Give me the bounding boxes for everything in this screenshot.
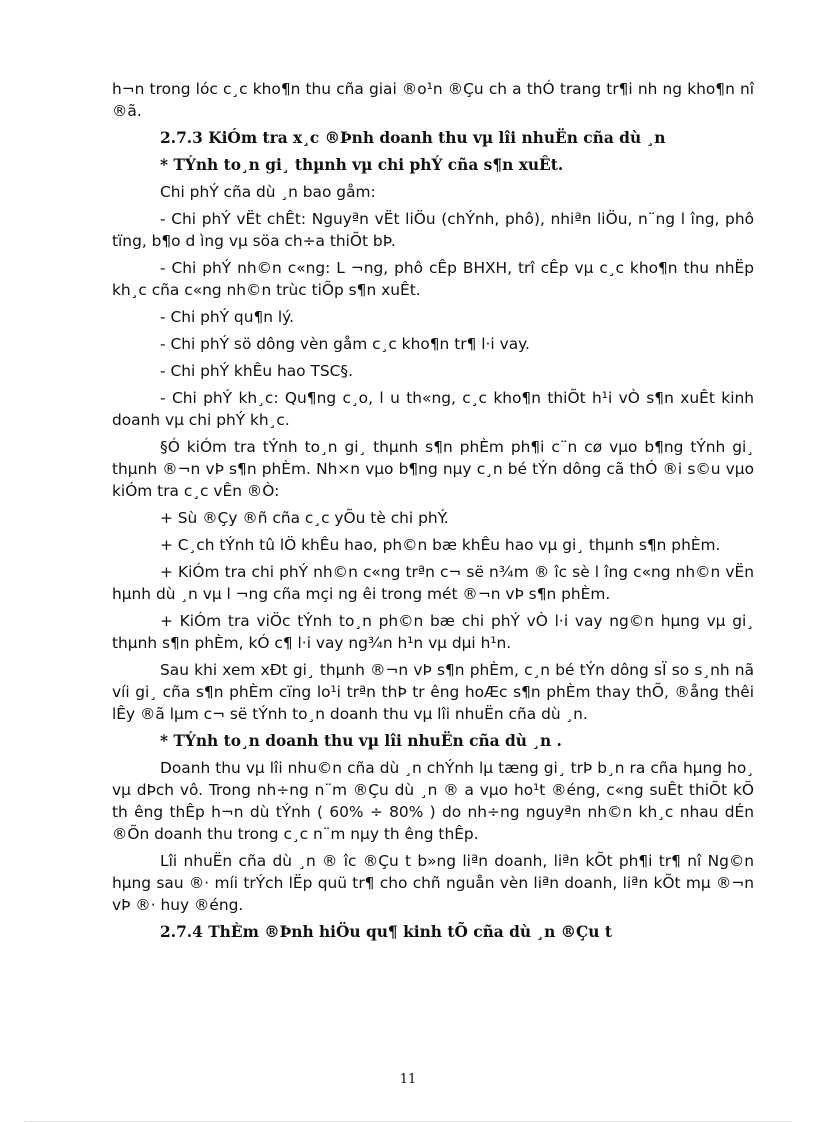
subheading-cost-calculation: * TÝnh to¸n gi¸ thµnh vµ chi phÝ cña s¶n xuÊt. [160,156,564,174]
section-heading-2-7-4: 2.7.4 ThÈm ®Þnh hiÖu qu¶ kinh tÕ cña dù ¸n ®Çu t [160,923,612,941]
subheading-revenue-profit: * TÝnh to¸n doanh thu vµ lîi nhuËn cña dù ¸n . [160,732,562,750]
list-item: + KiÓm tra chi phÝ nh©n c«ng trªn c¬ së n¾m ® îc sè l îng c«ng nh©n vËn hµnh dù ¸n vµ l ¬ng cña mçi ng êi trong mét ®¬n vÞ s¶n phÈm. [112,563,754,603]
paragraph: Lîi nhuËn cña dù ¸n ® îc ®Çu t b»ng liªn doanh, liªn kÕt ph¶i tr¶ nî Ng©n hµng sau ®· míi trÝch lËp quü tr¶ cho chñ nguån vèn liªn doanh, liªn kÕt mµ ®¬n vÞ ®· huy ®éng. [112,852,754,914]
list-item: - Chi phÝ qu¶n lý. [160,308,294,326]
list-item: - Chi phÝ vËt chÊt: Nguyªn vËt liÖu (chÝnh, phô), nhiªn liÖu, n¨ng l îng, phô tïng, b¶o d ìng vµ söa ch÷a thiÕt bÞ. [112,210,754,250]
page-number: 11 [399,1072,417,1087]
page-bottom-divider [24,1121,792,1122]
list-item: + C¸ch tÝnh tû lÖ khÊu hao, ph©n bæ khÊu hao vµ gi¸ thµnh s¶n phÈm. [160,536,721,554]
paragraph: Sau khi xem xÐt gi¸ thµnh ®¬n vÞ s¶n phÈm, c¸n bé tÝn dông sÏ so s¸nh nã víi gi¸ cña s¶n phÈm cïng lo¹i trªn thÞ tr êng hoÆc s¶n phÈm thay thÕ, ®ång thêi lÊy ®ã lµm c¬ së tÝnh to¸n doanh thu vµ lîi nhuËn cña dù ¸n. [112,661,754,723]
page-body [112,78,754,948]
list-item: - Chi phÝ khÊu hao TSC§. [160,362,353,380]
paragraph: Doanh thu vµ lîi nhu©n cña dù ¸n chÝnh lµ tæng gi¸ trÞ b¸n ra cña hµng ho¸ vµ dÞch vô. Trong nh÷ng n¨m ®Çu dù ¸n ® a vµo ho¹t ®éng, c«ng suÊt thiÕt kÕ th êng thÊp h¬n dù tÝnh ( 60% ÷ 80% ) do nh÷ng nguyªn nh©n kh¸c nhau dÉn ®Õn doanh thu trong c¸c n¨m nµy th êng thÊp. [112,759,754,843]
list-item: + Sù ®Çy ®ñ cña c¸c yÕu tè chi phÝ. [160,509,449,527]
section-heading-2-7-3: 2.7.3 KiÓm tra x¸c ®Þnh doanh thu vµ lîi nhuËn cña dù ¸n [160,129,666,147]
paragraph-continuation: h¬n trong lóc c¸c kho¶n thu cña giai ®o¹n ®Çu ch a thÓ trang tr¶i nh ng kho¶n nî ®ã. [112,80,754,120]
list-item: - Chi phÝ kh¸c: Qu¶ng c¸o, l u th«ng, c¸c kho¶n thiÕt h¹i vÒ s¶n xuÊt kinh doanh vµ chi phÝ kh¸c. [112,389,754,429]
list-item: - Chi phÝ nh©n c«ng: L ¬ng, phô cÊp BHXH, trî cÊp vµ c¸c kho¶n thu nhËp kh¸c cña c«ng nh©n trùc tiÕp s¶n xuÊt. [112,259,754,299]
paragraph: Chi phÝ cña dù ¸n bao gåm: [160,183,376,201]
list-item: + KiÓm tra viÖc tÝnh to¸n ph©n bæ chi phÝ vÒ l·i vay ng©n hµng vµ gi¸ thµnh s¶n phÈm, kÓ c¶ l·i vay ng¾n h¹n vµ dµi h¹n. [112,612,754,652]
list-item: - Chi phÝ sö dông vèn gåm c¸c kho¶n tr¶ l·i vay. [160,335,530,353]
paragraph: §Ó kiÓm tra tÝnh to¸n gi¸ thµnh s¶n phÈm ph¶i c¨n cø vµo b¶ng tÝnh gi¸ thµnh ®¬n vÞ s¶n phÈm. Nh×n vµo b¶ng nµy c¸n bé tÝn dông cã thÓ ®i s©u vµo kiÓm tra c¸c vÊn ®Ò: [112,438,754,500]
